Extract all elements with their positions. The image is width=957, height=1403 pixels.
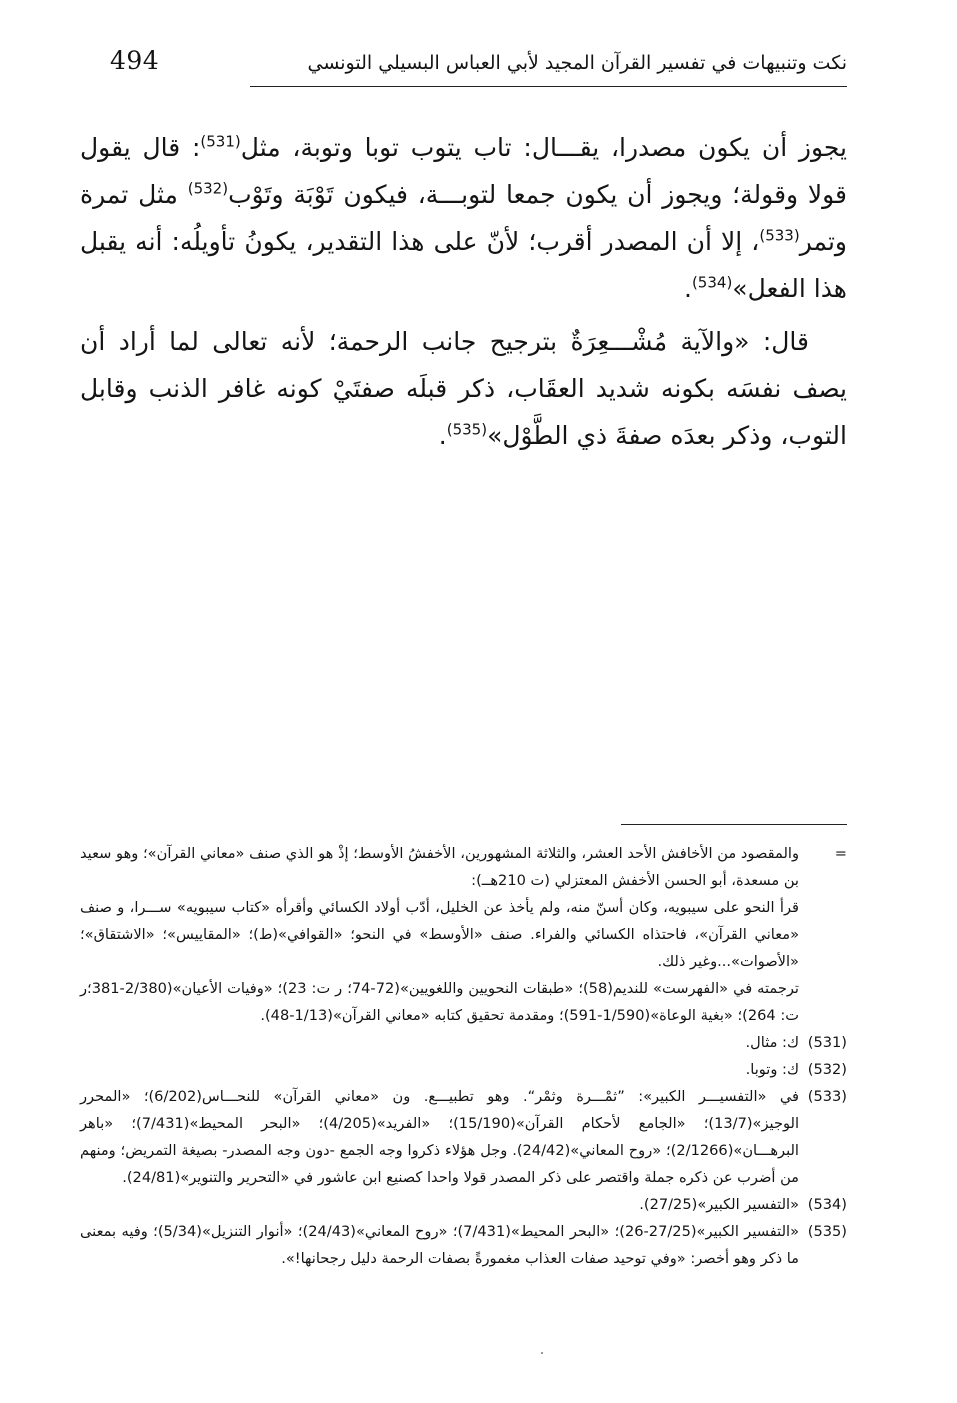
footnote-item xyxy=(80,1218,847,1272)
body-text: : قال يقول قولا وقولة؛ ويجوز أن يكون جمعا لتوبـــة، فيكون تَوْبَة وتَوْب xyxy=(80,133,847,209)
footnote-item xyxy=(80,1191,847,1218)
header-rule xyxy=(250,86,847,87)
footnote-number: (533) xyxy=(807,1088,847,1105)
footnote-number: (532) xyxy=(807,1061,847,1078)
body-paragraph xyxy=(80,124,847,312)
footnote-reference[interactable]: (535) xyxy=(446,420,488,439)
page-number: 494 xyxy=(110,46,160,75)
page-header xyxy=(110,46,847,75)
footnote-reference[interactable]: (533) xyxy=(759,226,800,245)
footnote-item xyxy=(80,1056,847,1083)
running-title: نكت وتنبيهات في تفسير القرآن المجيد لأبي العباس البسيلي التونسي xyxy=(307,52,847,74)
body-text: قال: «والآية مُشْـــعِرَةٌ بترجيح جانب الرحمة؛ لأنه تعالى لما أراد أن يصف نفسَه بكونه شديد العقَاب، ذكر قبلَه صفتَيْ كونه غافر الذنب وقابل التوب، وذكر بعدَه صفةَ ذي الطَّوْل» xyxy=(80,327,847,450)
continuation-marker: = xyxy=(834,845,847,862)
continuation-paragraph: قرأ النحو على سيبويه، وكان أسنّ منه، ولم يأخذ عن الخليل، أدّب أولاد الكسائي وأقرأه «كتاب سيبويه» ســـرا، و صنف «معاني القرآن»، فاحتذاه الكسائي والفراء. صنف «الأوسط» في النحو؛ «القوافي»(ط)؛ «المقاييس»؛ «الاشتقاق»؛ «الأصوات»...وغير ذلك. xyxy=(80,899,799,970)
continuation-text xyxy=(80,840,799,1029)
page-speck xyxy=(541,1352,543,1354)
footnote-reference[interactable]: (531) xyxy=(200,132,241,151)
footnote-number: (531) xyxy=(807,1034,847,1051)
footnote-text: ك: وتوبا. xyxy=(745,1061,799,1078)
footnote-text: ك: مثال. xyxy=(745,1034,799,1051)
body-text: . xyxy=(438,421,447,450)
footnote-continuation xyxy=(80,840,847,1029)
continuation-paragraph: ترجمته في «الفهرست» للنديم(58)؛ «طبقات النحويين واللغويين»(72-74؛ ر ت: 23)؛ «وفيات الأعيان»(2/380-381؛ر ت: 264)؛ «بغية الوعاة»(1/590-591)؛ ومقدمة تحقيق كتابه «معاني القرآن»(1/13-48). xyxy=(80,980,799,1024)
footnote-number: (535) xyxy=(807,1223,847,1240)
body-text: يجوز أن يكون مصدرا، يقـــال: تاب يتوب توبا وتوبة، مثل xyxy=(240,133,848,162)
footnote-item xyxy=(80,1029,847,1056)
body-text: ، إلا أن المصدر أقرب؛ لأنّ على هذا التقدير، يكونُ تأويلُه: أنه يقبل هذا الفعل» xyxy=(80,227,847,303)
footnotes xyxy=(80,840,847,1272)
footnote-text: في «التفسيـــر الكبير»: ”ثمْـــرة وثمْر“. وهو تطبيـــع. ون «معاني القرآن» للنحـــاس(6/202)؛ «المحرر الوجيز»(13/7)؛ «الجامع لأحكام القرآن»(15/190)؛ «الفريد»(4/205)؛ «البحر المحيط»(7/431)؛ «باهر البرهـــان»(2/1266)؛ «روح المعاني»(24/42). وجل هؤلاء ذكروا وجه الجمع -دون وجه المصدر- بصيغة التمريض؛ ومنهم من أضرب عن ذكره جملة واقتصر على ذكر المصدر قولا واحدا كصنيع ابن عاشور في «التحرير والتنوير»(24/81). xyxy=(80,1088,800,1186)
footnote-text: «التفسير الكبير»(27/25-26)؛ «البحر المحيط»(7/431)؛ «روح المعاني»(24/43)؛ «أنوار التنزيل»(5/34)؛ وفيه بمعنى ما ذكر وهو أخصر: «وفي توحيد صفات العذاب مغمورةً بصفات الرحمة دليل رجحانها!». xyxy=(80,1223,800,1267)
body-text: . xyxy=(683,274,692,303)
continuation-paragraph: والمقصود من الأخافش الأحد العشر، والثلاثة المشهورين، الأخفشُ الأوسط؛ إذْ هو الذي صنف «معاني القرآن»؛ وهو سعيد بن مسعدة، أبو الحسن الأخفش المعتزلي (ت 210هــ): xyxy=(80,845,799,889)
footnote-separator-rule xyxy=(621,824,847,825)
footnote-text: «التفسير الكبير»(27/25). xyxy=(639,1196,799,1213)
main-text xyxy=(80,124,847,465)
body-text: مثل تمرة وتمر xyxy=(80,180,847,256)
body-paragraph xyxy=(80,318,847,459)
footnote-item xyxy=(80,1083,847,1191)
footnote-list xyxy=(80,1029,847,1272)
footnote-reference[interactable]: (532) xyxy=(187,179,229,198)
footnote-reference[interactable]: (534) xyxy=(691,273,733,292)
footnote-number: (534) xyxy=(807,1196,847,1213)
